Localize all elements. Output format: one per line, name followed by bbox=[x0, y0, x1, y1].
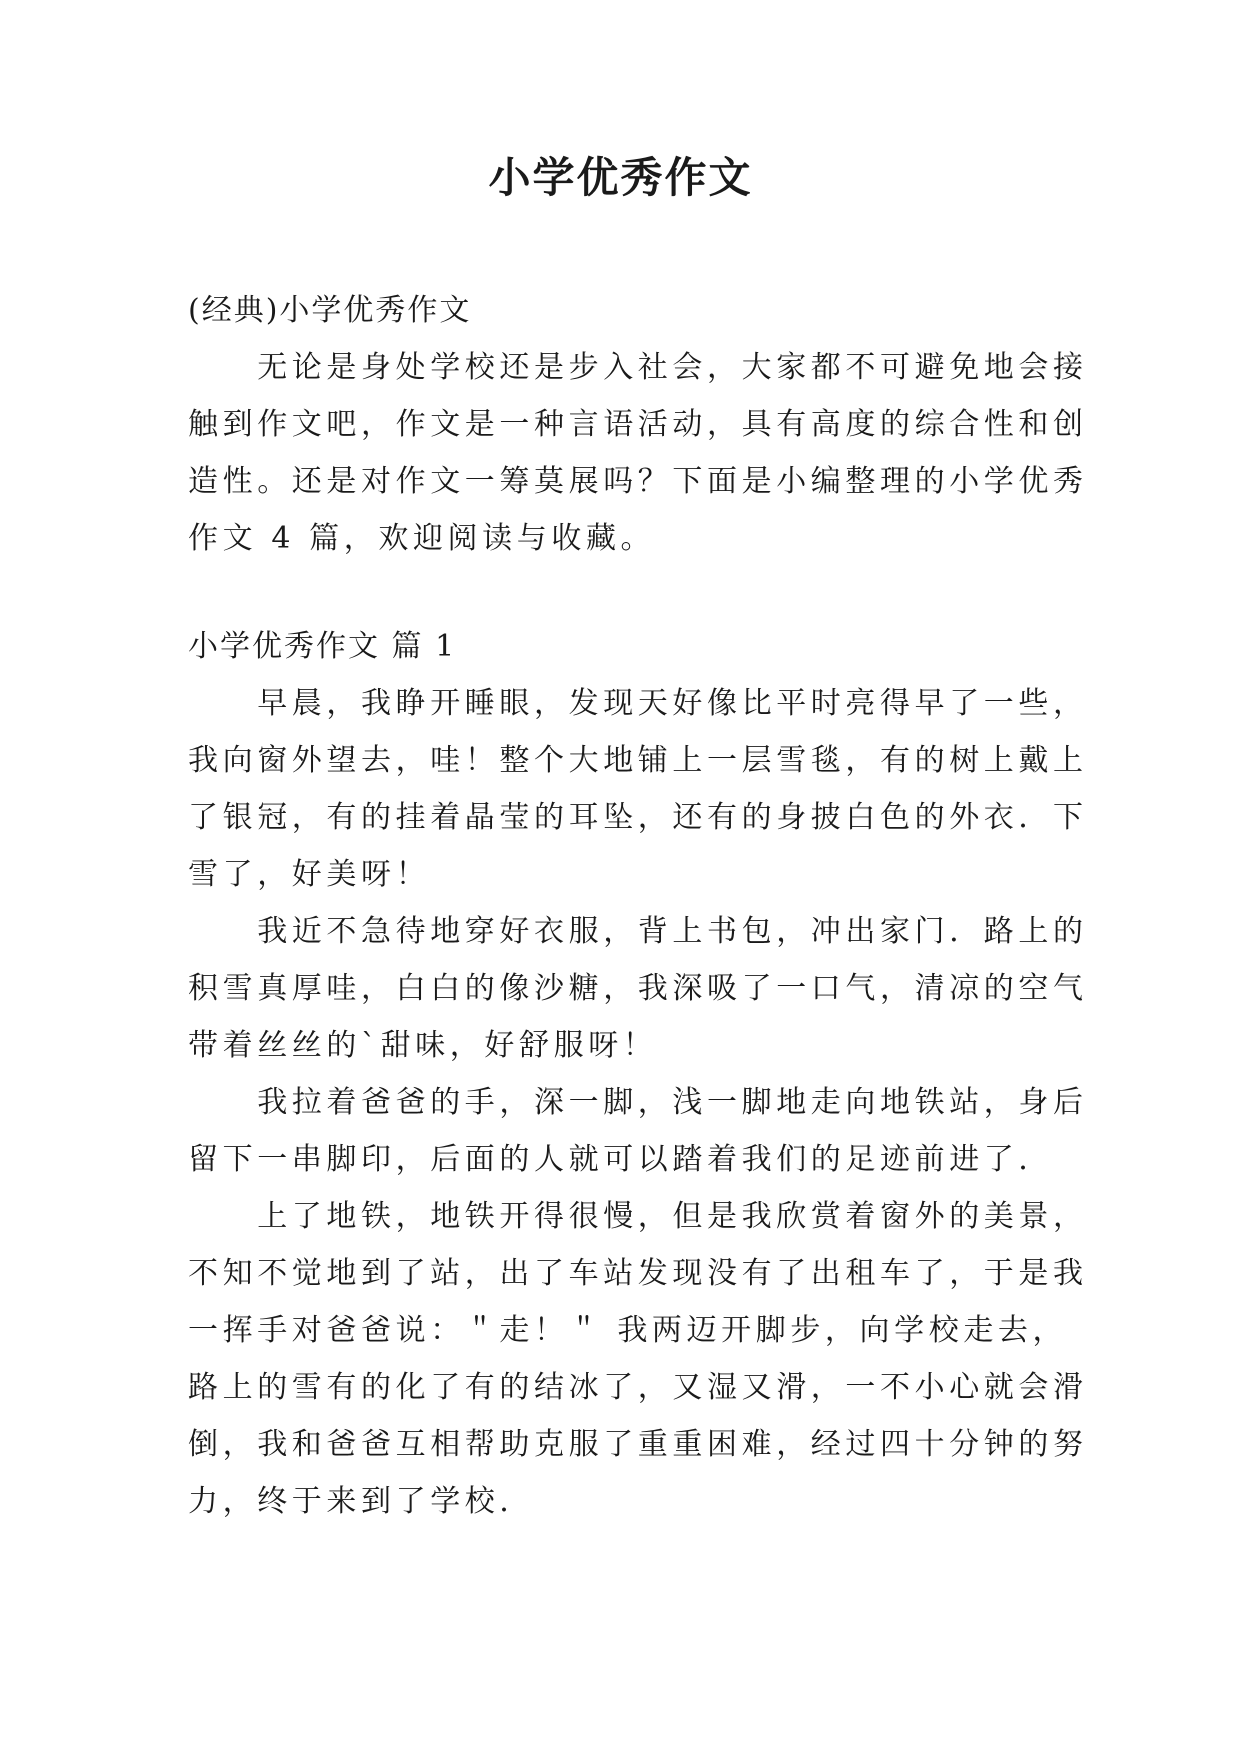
document-title: 小学优秀作文 bbox=[488, 153, 753, 202]
text-line: 早晨，我睁开睡眼，发现天好像比平时亮得早了一些， bbox=[188, 686, 1088, 721]
text-line: 作文 4 篇，欢迎阅读与收藏。 bbox=[188, 521, 656, 556]
section-heading: 小学优秀作文 篇 1 bbox=[188, 629, 457, 664]
text-line: 造性。还是对作文一筹莫展吗？下面是小编整理的小学优秀 bbox=[188, 464, 1088, 499]
text-line: 留下一串脚印，后面的人就可以踏着我们的足迹前进了． bbox=[188, 1142, 1053, 1177]
text-line: 不知不觉地到了站，出了车站发现没有了出租车了，于是我 bbox=[188, 1256, 1088, 1291]
text-line: 我拉着爸爸的手，深一脚，浅一脚地走向地铁站，身后 bbox=[188, 1085, 1088, 1120]
text-line: 我近不急待地穿好衣服，背上书包，冲出家门．路上的 bbox=[188, 914, 1088, 949]
text-line: 力，终于来到了学校． bbox=[188, 1484, 534, 1519]
text-line: 上了地铁，地铁开得很慢，但是我欣赏着窗外的美景， bbox=[188, 1199, 1088, 1234]
intro-paragraph bbox=[188, 339, 1088, 567]
text-line: 带着丝丝的`甜味，好舒服呀！ bbox=[188, 1028, 658, 1063]
text-line: 我向窗外望去，哇！整个大地铺上一层雪毯，有的树上戴上 bbox=[188, 743, 1088, 778]
text-line: 积雪真厚哇，白白的像沙糖，我深吸了一口气，清凉的空气 bbox=[188, 971, 1088, 1006]
text-line: 倒，我和爸爸互相帮助克服了重重困难，经过四十分钟的努 bbox=[188, 1427, 1088, 1462]
essay-body bbox=[188, 675, 1088, 1530]
text-line: 无论是身处学校还是步入社会，大家都不可避免地会接 bbox=[188, 350, 1088, 385]
text-line: 了银冠，有的挂着晶莹的耳坠，还有的身披白色的外衣．下 bbox=[188, 800, 1088, 835]
section-gap bbox=[188, 567, 1058, 618]
text-line: 路上的雪有的化了有的结冰了，又湿又滑，一不小心就会滑 bbox=[188, 1370, 1088, 1405]
text-line: 雪了，好美呀！ bbox=[188, 857, 431, 892]
text-line: 触到作文吧，作文是一种言语活动，具有高度的综合性和创 bbox=[188, 407, 1088, 442]
text-line: 一挥手对爸爸说：＂走！＂ 我两迈开脚步，向学校走去， bbox=[188, 1313, 1068, 1348]
document-body bbox=[188, 282, 1088, 1530]
subtitle: (经典)小学优秀作文 bbox=[188, 293, 472, 328]
